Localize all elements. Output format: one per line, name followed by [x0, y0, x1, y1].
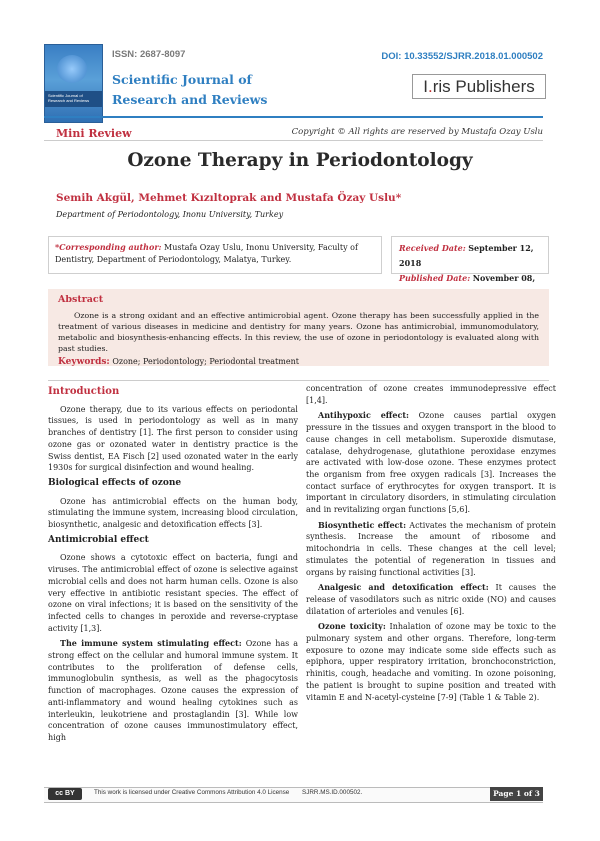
antihypoxic-text: Ozone causes partial oxygen pressure in the tissues and oxygen transport in the blood to cause changes in cell metabolism. Superoxide dismutase, catalase, dehydrogenase, glutathione peroxidase enzymes are activated with low-dose ozone. These enzymes protect the organism from free oxygen radicals [3]. Increases the contact surface of erythrocytes for oxygen transport. It is important in circulatory disorders, in stimulating circulation and in revitalizing organ functions [5,6].: [306, 411, 557, 515]
received-date: [399, 241, 541, 271]
abstract-box: [48, 289, 549, 366]
doi-value[interactable]: 10.33552/SJRR.2018.01.000502: [404, 51, 543, 62]
journal-title: [112, 70, 267, 110]
paragraph-antihypoxic: [306, 410, 556, 515]
immune-text: Ozone has a strong effect on the cellular and humoral immune system. It contributes to the proliferation of defense cells, immunoglobulin synthesis, as well as the phagocytosis function of macrophages. Ozone causes the expression of anti-inflammatory and wound healing cytokines such as interleukin, leukotriene and prostaglandin [3]. While low concentration of ozone causes immunostimulatory effect, high: [48, 639, 299, 742]
publisher-logo-i: I: [423, 77, 428, 96]
abstract-heading: Abstract: [58, 294, 104, 305]
keywords-text: Ozone; Periodontology; Periodontal treatment: [112, 357, 299, 366]
analgesic-lead: Analgesic and detoxification effect:: [318, 582, 489, 593]
toxicity-text: Inhalation of ozone may be toxic to the pulmonary system and other organs. Therefore, long-term exposure to ozone may indicate some side effects such as epiphora, upper respiratory irritation, bronchoconstriction, rhinitis, cough, headache and vomiting. In ozone poisoning, the patient is brought to supine position and treated with vitamin E and N-acetyl-cysteine [7-9] (Table 1 & Table 2).: [306, 622, 556, 702]
section-heading-introduction: Introduction: [48, 386, 120, 397]
subheader-divider: [44, 140, 543, 141]
toxicity-lead: Ozone toxicity:: [318, 621, 386, 632]
publisher-logo: [412, 74, 546, 99]
antihypoxic-lead: Antihypoxic effect:: [318, 410, 409, 421]
biosynthetic-lead: Biosynthetic effect:: [318, 519, 407, 530]
affiliation: Department of Periodontology, Inonu University, Turkey: [56, 210, 284, 219]
article-type: Mini Review: [56, 127, 132, 140]
body-divider: [48, 380, 549, 381]
published-label: Published Date:: [399, 273, 471, 283]
immune-lead: The immune system stimulating effect:: [60, 638, 242, 649]
authors: Semih Akgül, Mehmet Kızıltoprak and Mustafa Özay Uslu*: [56, 192, 402, 204]
published-value: November 08,: [472, 273, 536, 283]
license-text[interactable]: This work is licensed under Creative Commons Attribution 4.0 License: [94, 789, 290, 796]
issn: ISSN: 2687-8097: [112, 49, 186, 60]
copyright: Copyright © All rights are reserved by Mustafa Ozay Uslu: [291, 127, 543, 137]
journal-title-line2: Research and Reviews: [112, 92, 268, 107]
publisher-logo-dot: .: [427, 77, 433, 96]
cover-title: Scientific Journal of Research and Reviews: [48, 93, 90, 103]
corresponding-author-box: [48, 236, 382, 274]
publisher-logo-text: ris Publishers: [432, 77, 535, 96]
corresponding-author-label: *Corresponding author:: [55, 242, 162, 252]
received-value: September 12, 2018: [399, 243, 534, 268]
page-number: Page 1 of 3: [490, 787, 543, 801]
paragraph-biosynthetic: [306, 520, 556, 579]
manuscript-id: SJRR.MS.ID.000502.: [302, 789, 363, 796]
paragraph-biological-effects: Ozone has antimicrobial effects on the human body, stimulating the immune system, increasing blood circulation, biosynthetic, analgesic and detoxification effects [3].: [48, 496, 298, 530]
biosynthetic-text: Activates the mechanism of protein synthesis. Increase the amount of ribosome and mitochondria in cells. These changes at the cell level; stimulates the potential of regeneration in tissues and organs by raising functional activities [3].: [306, 520, 557, 577]
paragraph-immune-stimulating: [48, 638, 298, 743]
paragraph-antimicrobial: Ozone shows a cytotoxic effect on bacteria, fungi and viruses. The antimicrobial effect of ozone is selective against microbial cells and does not harm human cells. Ozone is also very effective in antibiotic resistant species. The effect of ozone on viral infections; it is based on the sensitivity of the infected cells to changes in peroxide and reverse-cryptase activity [1,3].: [48, 553, 298, 633]
section-heading-biological-effects: Biological effects of ozone: [48, 477, 182, 488]
corresponding-author-text: Mustafa Ozay Uslu, Inonu University, Faculty of Dentistry, Department of Periodontology, Malatya, Turkey.: [55, 243, 358, 264]
section-heading-antimicrobial: Antimicrobial effect: [48, 534, 149, 545]
dates-box: [391, 236, 549, 283]
abstract-text: Ozone is a strong oxidant and an effective antimicrobial agent. Ozone therapy has been successfully applied in the treatment of various diseases in medicine and dentistry for many years. Ozone has antimicrobial, immunomodulatory, metabolic and biosynthesis-enhancing effects. In this review, the use of ozone in periodontology is evaluated along with past studies.: [58, 311, 539, 353]
keywords-label: Keywords:: [58, 357, 110, 367]
analgesic-text: It causes the release of vasodilators such as nitric oxide (NO) and causes dilatation of arterioles and venules [6].: [306, 583, 557, 616]
keywords: [58, 357, 539, 367]
received-label: Received Date:: [399, 243, 466, 253]
paragraph-continued: concentration of ozone creates immunodepressive effect [1,4].: [306, 384, 556, 405]
article-title: Ozone Therapy in Periodontology: [127, 150, 473, 171]
right-column: [306, 383, 556, 707]
header-divider: [44, 116, 543, 118]
paragraph-analgesic: [306, 582, 556, 617]
paragraph-toxicity: [306, 621, 556, 703]
cover-artwork: [57, 55, 87, 83]
journal-cover-image: [44, 44, 103, 123]
doi[interactable]: [381, 51, 543, 62]
doi-label: DOI:: [381, 51, 402, 62]
cc-license-icon[interactable]: cc BY: [48, 788, 82, 800]
paragraph-introduction: Ozone therapy, due to its various effects on periodontal tissues, is used in periodontology as well as in many branches of dentistry [1]. The first person to consider using ozone gas or ozonated water in dentistry practice is the Swiss dentist, EA Fisch [2] used ozonated water in the early 1930s for surgical disinfection and wound healing.: [48, 404, 298, 473]
left-column: [48, 383, 298, 748]
journal-title-line1: Scientific Journal of: [112, 72, 252, 87]
